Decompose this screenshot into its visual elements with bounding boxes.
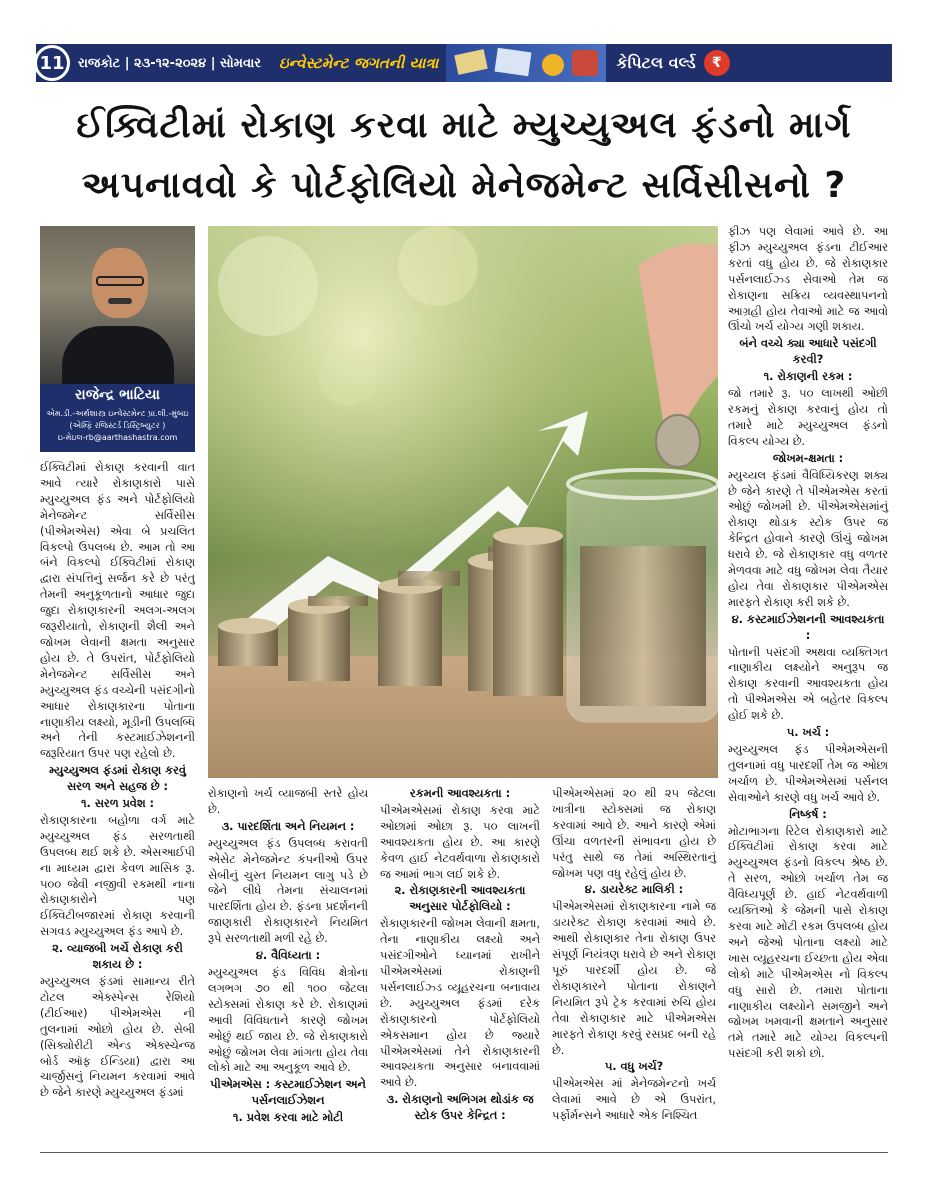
page-number: 11	[36, 45, 70, 81]
paragraph: મ્યુચ્યુઅલ ફંડ ઉપલબ્ધ કરાવતી એસેટ મેનેજમેન્ટ કંપનીઓ ઉપર સેબીનું ચુસ્ત નિયમન લાગુ પડે છે જેને લીધે તેમના સંચાલનમાં પારદર્શિતા હોય છે. ફંડના પ્રદર્શનની જાણકારી રોકાણકારને નિયમિત રૂપે સરળતાથી મળી રહે છે.	[208, 836, 368, 946]
subheading: ૫. ખર્ચ :	[786, 726, 830, 740]
paragraph: જો તમારે રૂ. ૫૦ લાખથી ઓછી રકમનું રોકાણ કરવાનું હોય તો તમારે માટે મ્યુચ્યુઅલ ફંડનો વિકલ્પ યોગ્ય છે.	[728, 387, 888, 448]
paragraph: પીએમએસ માં મેનેજમેન્ટનો ખર્ચ લેવામાં આવે છે એ ઉપરાંત, પર્ફોર્મન્સને આધારે એક નિશ્ચિત	[552, 1077, 716, 1123]
edition-info: રાજકોટ | ૨૩-૧૨-૨૦૨૪ | સોમવાર	[78, 55, 261, 71]
article-column-4	[552, 786, 716, 1125]
subheading: ૪. વૈવિધ્યતા :	[255, 949, 321, 963]
section-heading: બંને વચ્ચે ક્યા આધારે પસંદગી કરવી?	[739, 337, 877, 367]
subheading: ૧. સરળ પ્રવેશ :	[80, 797, 155, 811]
author-box	[40, 226, 195, 452]
subheading: ૧. પ્રવેશ કરવા માટે મોટી	[232, 1111, 344, 1125]
article-column-5	[728, 224, 888, 1063]
headline-line-2: અપનાવવો કે પોર્ટફોલિયો મેનેજમેન્ટ સર્વિસીસનો ?	[81, 165, 847, 206]
article-column-3	[380, 786, 540, 1125]
subheading: ૨. વ્યાજબી ખર્ચે રોકાણ કરી શકાય છે :	[52, 942, 183, 972]
intro-paragraph: ઈક્વિટીમાં રોકાણ કરવાની વાત આવે ત્યારે રોકાણકારો પાસે મ્યુચ્યુઅલ ફંડ અને પોર્ટફોલિયો મેનેજમેન્ટ સર્વિસીસ (પીએમએસ) એવા બે પ્રચલિત વિકલ્પો ઉપલબ્ધ છે. આમ તો આ બંને વિકલ્પો ઈક્વિટીમાં રોકાણ દ્વારા સંપત્તિનું સર્જન કરે છે પરંતુ તેમની અનુકૂળતાનો આધાર જુદા જુદા રોકાણકારની અલગ-અલગ જરૂરીયાતો, રોકાણની શૈલી અને જોખમ લેવાની ક્ષમતા અનુસાર હોય છે. તે ઉપરાંત, પોર્ટફોલિયો મેનેજમેન્ટ સર્વિસીસ અને મ્યુચ્યુઅલ ફંડ વચ્ચેની પસંદગીનો આધાર રોકાણકારના પોતાના નાણાકીય લક્ષ્યો, મૂડીની ઉપલબ્ધિ અને તેની કસ્ટમાઈઝેશનની જરૂરિયાત ઉપર પણ રહેલો છે.	[40, 461, 195, 761]
subheading: રકમની આવશ્યકતા :	[409, 787, 511, 800]
paragraph: મ્યુચ્યુઅલ ફંડમાં સામાન્ય રીતે ટોટલ એક્સ્પેન્સ રેશિયો (ટીઈઆર) પીએમએસ ની તુલનામાં ઓછો હોય છે. સેબી (સિક્યોરીટી એન્ડ એક્સ્ચેન્જ બોર્ડ ઑફ ઈન્ડિયા) દ્વારા આ ચાર્જીસનું નિયમન કરવામાં આવે છે જેને કારણે મ્યુચ્યુઅલ ફંડમાં	[40, 975, 195, 1100]
author-email: ઇ-મેઇલ-rb@aarthashastra.com	[57, 433, 178, 442]
paragraph: રોકાણકારના બહોળા વર્ગ માટે મ્યુચ્યુઅલ ફંડ સરળતાથી ઉપલબ્ધ થઈ શકે છે. એસઆઈપી ના માધ્યમ દ્વારા કેવળ માસિક રૂ. ૫૦૦ જેવી નજીવી રકમથી નાના રોકાણકારોને પણ ઈક્વિટીબજારમાં રોકાણ કરવાની સગવડ મ્યુચ્યુઅલ ફંડ આપે છે.	[40, 813, 195, 939]
rupee-icon: ₹	[704, 50, 730, 76]
headline-line-1: ઈક્વિટીમાં રોકાણ કરવા માટે મ્યુચ્યુઅલ ફંડનો માર્ગ	[76, 105, 852, 146]
article-column-2	[208, 786, 368, 1127]
conclusion-paragraph: મોટાભાગના રિટેલ રોકાણકારો માટે ઈક્વિટીમાં રોકાણ કરવા માટે મ્યુચ્યુઅલ ફંડનો વિકલ્પ શ્રેષ્ઠ છે. તે સરળ, ઓછો ખર્ચાળ તેમ જ વૈવિધ્યપૂર્ણ છે. હાઈ નેટવર્થવાળી વ્યક્તિઓ કે જેમની પાસે રોકાણ કરવા માટે મોટી રકમ ઉપલબ્ધ હોય અને જેઓ પોતાના લક્ષ્યો માટે ખાસ વ્યૂહરચના ઈચ્છતા હોય એવા લોકો માટે પીએમએસ નો વિકલ્પ વધુ સારો છે. તમારા પોતાના નાણાકીય લક્ષ્યોને સમજીને અને જોખમ ખમવાની ક્ષમતાને અનુસાર તમે તમારે માટે યોગ્ય વિકલ્પની પસંદગી કરી શકો છો.	[728, 824, 888, 1061]
series-title: ઇન્વેસ્ટમેન્ટ જગતની યાત્રા	[279, 54, 439, 72]
paragraph: પીએમએસમાં ૨૦ થી ૨૫ જેટલા ખાત્રીના સ્ટોક્સમાં જ રોકાણ કરવામાં આવે છે. આને કારણે એમાં ઊંચા વળતરની સંભાવના હોય છે પરંતુ સાથે જ તેમાં અસ્થિરતાનું જોખમ પણ વધુ રહેલું હોય છે.	[552, 787, 716, 880]
paragraph: પોતાની પસંદગી અથવા વ્યક્તિગત નાણાકીય લક્ષ્યોને અનુરૂપ જ રોકાણ કરવાની આવશ્યકતા હોય તો પીએમએસ એ બહેતર વિકલ્પ હોઈ શકે છે.	[728, 645, 888, 723]
paragraph: મ્યુચ્યુઅલ ફંડ વિવિધ ક્ષેત્રોના લગભગ ૭૦ થી ૧૦૦ જેટલા સ્ટોક્સમાં રોકાણ કરે છે. રોકાણમાં આવી વિવિધતાને કારણે જોખમ ઓછું થઈ જાય છે. જે રોકાણકારો ઓછું જોખમ લેવા માંગતા હોય તેવા લોકો માટે આ અનુકૂળ આવે છે.	[208, 965, 368, 1075]
subheading: ૫. વધુ ખર્ચ?	[604, 1060, 664, 1074]
bottom-divider	[40, 1152, 888, 1153]
paragraph: મ્યુચ્યુઅલ ફંડ પીએમએસની તુલનામાં વધુ પારદર્શી તેમ જ ઓછા ખર્ચાળ છે. પીએમએસમાં પર્સનલ સેવાઓને કારણે વધુ ખર્ચ આવે છે.	[728, 743, 888, 804]
subheading: ૩. રોકાણનો અભિગમ થોડાંક જ સ્ટોક ઉપર કેન્દ્રિત :	[386, 1093, 534, 1123]
section-brand: કેપિટલ વર્લ્ડ	[616, 53, 696, 72]
author-photo	[40, 226, 195, 384]
paragraph: રોકાણકારની જોખમ લેવાની ક્ષમતા, તેના નાણાકીય લક્ષ્યો અને પસંદગીઓને ધ્યાનમાં રાખીને પીએમએસમાં રોકાણની પર્સનલાઈઝ્ડ વ્યૂહરચના બનાવાય છે. મ્યુચ્યુઅલ ફંડમાં દરેક રોકાણકારનો પોર્ટફોલિયો એકસમાન હોય છે જ્યારે પીએમએસમાં તેને રોકાણકારની આવશ્યકતા અનુસાર બનાવવામાં આવે છે.	[380, 917, 540, 1090]
subheading: ૪. ડાયરેક્ટ માલિકી :	[584, 883, 684, 897]
subheading: નિષ્કર્ષ :	[789, 807, 827, 821]
paragraph: રોકાણનો ખર્ચ વ્યાજબી સ્તરે હોય છે.	[208, 787, 368, 816]
section-heading: પીએમએસ : કસ્ટમાઈઝેશન અને પર્સનલાઈઝેશન	[210, 1078, 366, 1108]
paragraph: ફીઝ પણ લેવામાં આવે છે. આ ફીઝ મ્યુચ્યુઅલ ફંડના ટીઈઆર કરતાં વધુ હોય છે. જે રોકાણકાર પર્સનલાઈઝ્ડ સેવાઓ તેમ જ રોકાણના સક્રિય વ્યવસ્થાપનનો આગ્રહી હોય તેવાઓ માટે જ આવો ઊંચો ખર્ચ યોગ્ય ગણી શકાય.	[728, 225, 888, 334]
subheading: ૧. રોકાણની રકમ :	[763, 370, 853, 384]
page-header-band	[36, 44, 892, 82]
article-column-1	[40, 460, 195, 1102]
header-decoration-image	[446, 44, 606, 82]
paragraph: પીએમએસમાં રોકાણ કરવા માટે ઓછામાં ઓછા રૂ. ૫૦ લાખની આવશ્યકતા હોય છે. આ કારણે કેવળ હાઈ નેટવર્થવાળા રોકાણકારો જ આમાં ભાગ લઈ શકે છે.	[380, 803, 540, 881]
headline	[40, 96, 888, 216]
paragraph: પીએમએસમાં રોકાણકારના નામે જ ડાયરેક્ટ રોકાણ કરવામાં આવે છે. આથી રોકાણકાર તેના રોકાણ ઉપર સંપૂર્ણ નિયંત્રણ ધરાવે છે અને રોકાણ પૂરું પારદર્શી હોય છે. જે રોકાણકારને પોતાના રોકાણને નિયમિત રૂપે ટ્રેક કરવામાં રુચિ હોય તેવા રોકાણકાર માટે પીએમએસ મારફતે રોકાણ કરવું રસપ્રદ બની રહે છે.	[552, 900, 716, 1057]
subheading: ૨. રોકાણકારની આવશ્યકતા અનુસાર પોર્ટફોલિયો :	[394, 884, 526, 914]
subheading: જોખમ-ક્ષમતા :	[772, 451, 844, 465]
section-heading: મ્યુચ્યુઅલ ફંડમાં રોકાણ કરવું સરળ અને સહજ છે :	[49, 764, 186, 794]
author-name: રાજેન્દ્ર ભાટિયા	[75, 387, 160, 403]
author-credentials: એમ.ડી.-અર્થશાસ્ત્ર ઇન્વેસ્ટમેન્ટ પ્રા.લી.-મુંબઇ (એમ્ફિ રજિસ્ટર્ડ ડિસ્ટ્રિબ્યુટર ) ઇ-મેઇલ-rb@aarthashastra.com	[42, 408, 193, 444]
subheading: ૪. કસ્ટમાઈઝેશનની આવશ્યકતા :	[731, 612, 885, 642]
coins-growth-image	[208, 226, 718, 778]
coins-illustration	[208, 226, 718, 778]
subheading: ૩. પારદર્શિતા અને નિયમન :	[221, 819, 355, 833]
paragraph: મ્યુચ્યલ ફંડમાં વૈવિધ્યિકરણ શક્ય છે જેને કારણે તે પીએમએસ કરતાં ઓછું જોખમી છે. પીએમએસમાંનું રોકાણ થોડાક સ્ટોક ઉપર જ કેન્દ્રિત હોવાને કારણે ઊંચું જોખમ ધરાવે છે. જે રોકાણકાર વધુ વળતર મેળવવા માટે વધુ જોખમ લેવા તૈયાર હોય તેવા રોકાણકાર પીએમએસ મારફતે રોકાણ કરી શકે છે.	[728, 468, 888, 609]
